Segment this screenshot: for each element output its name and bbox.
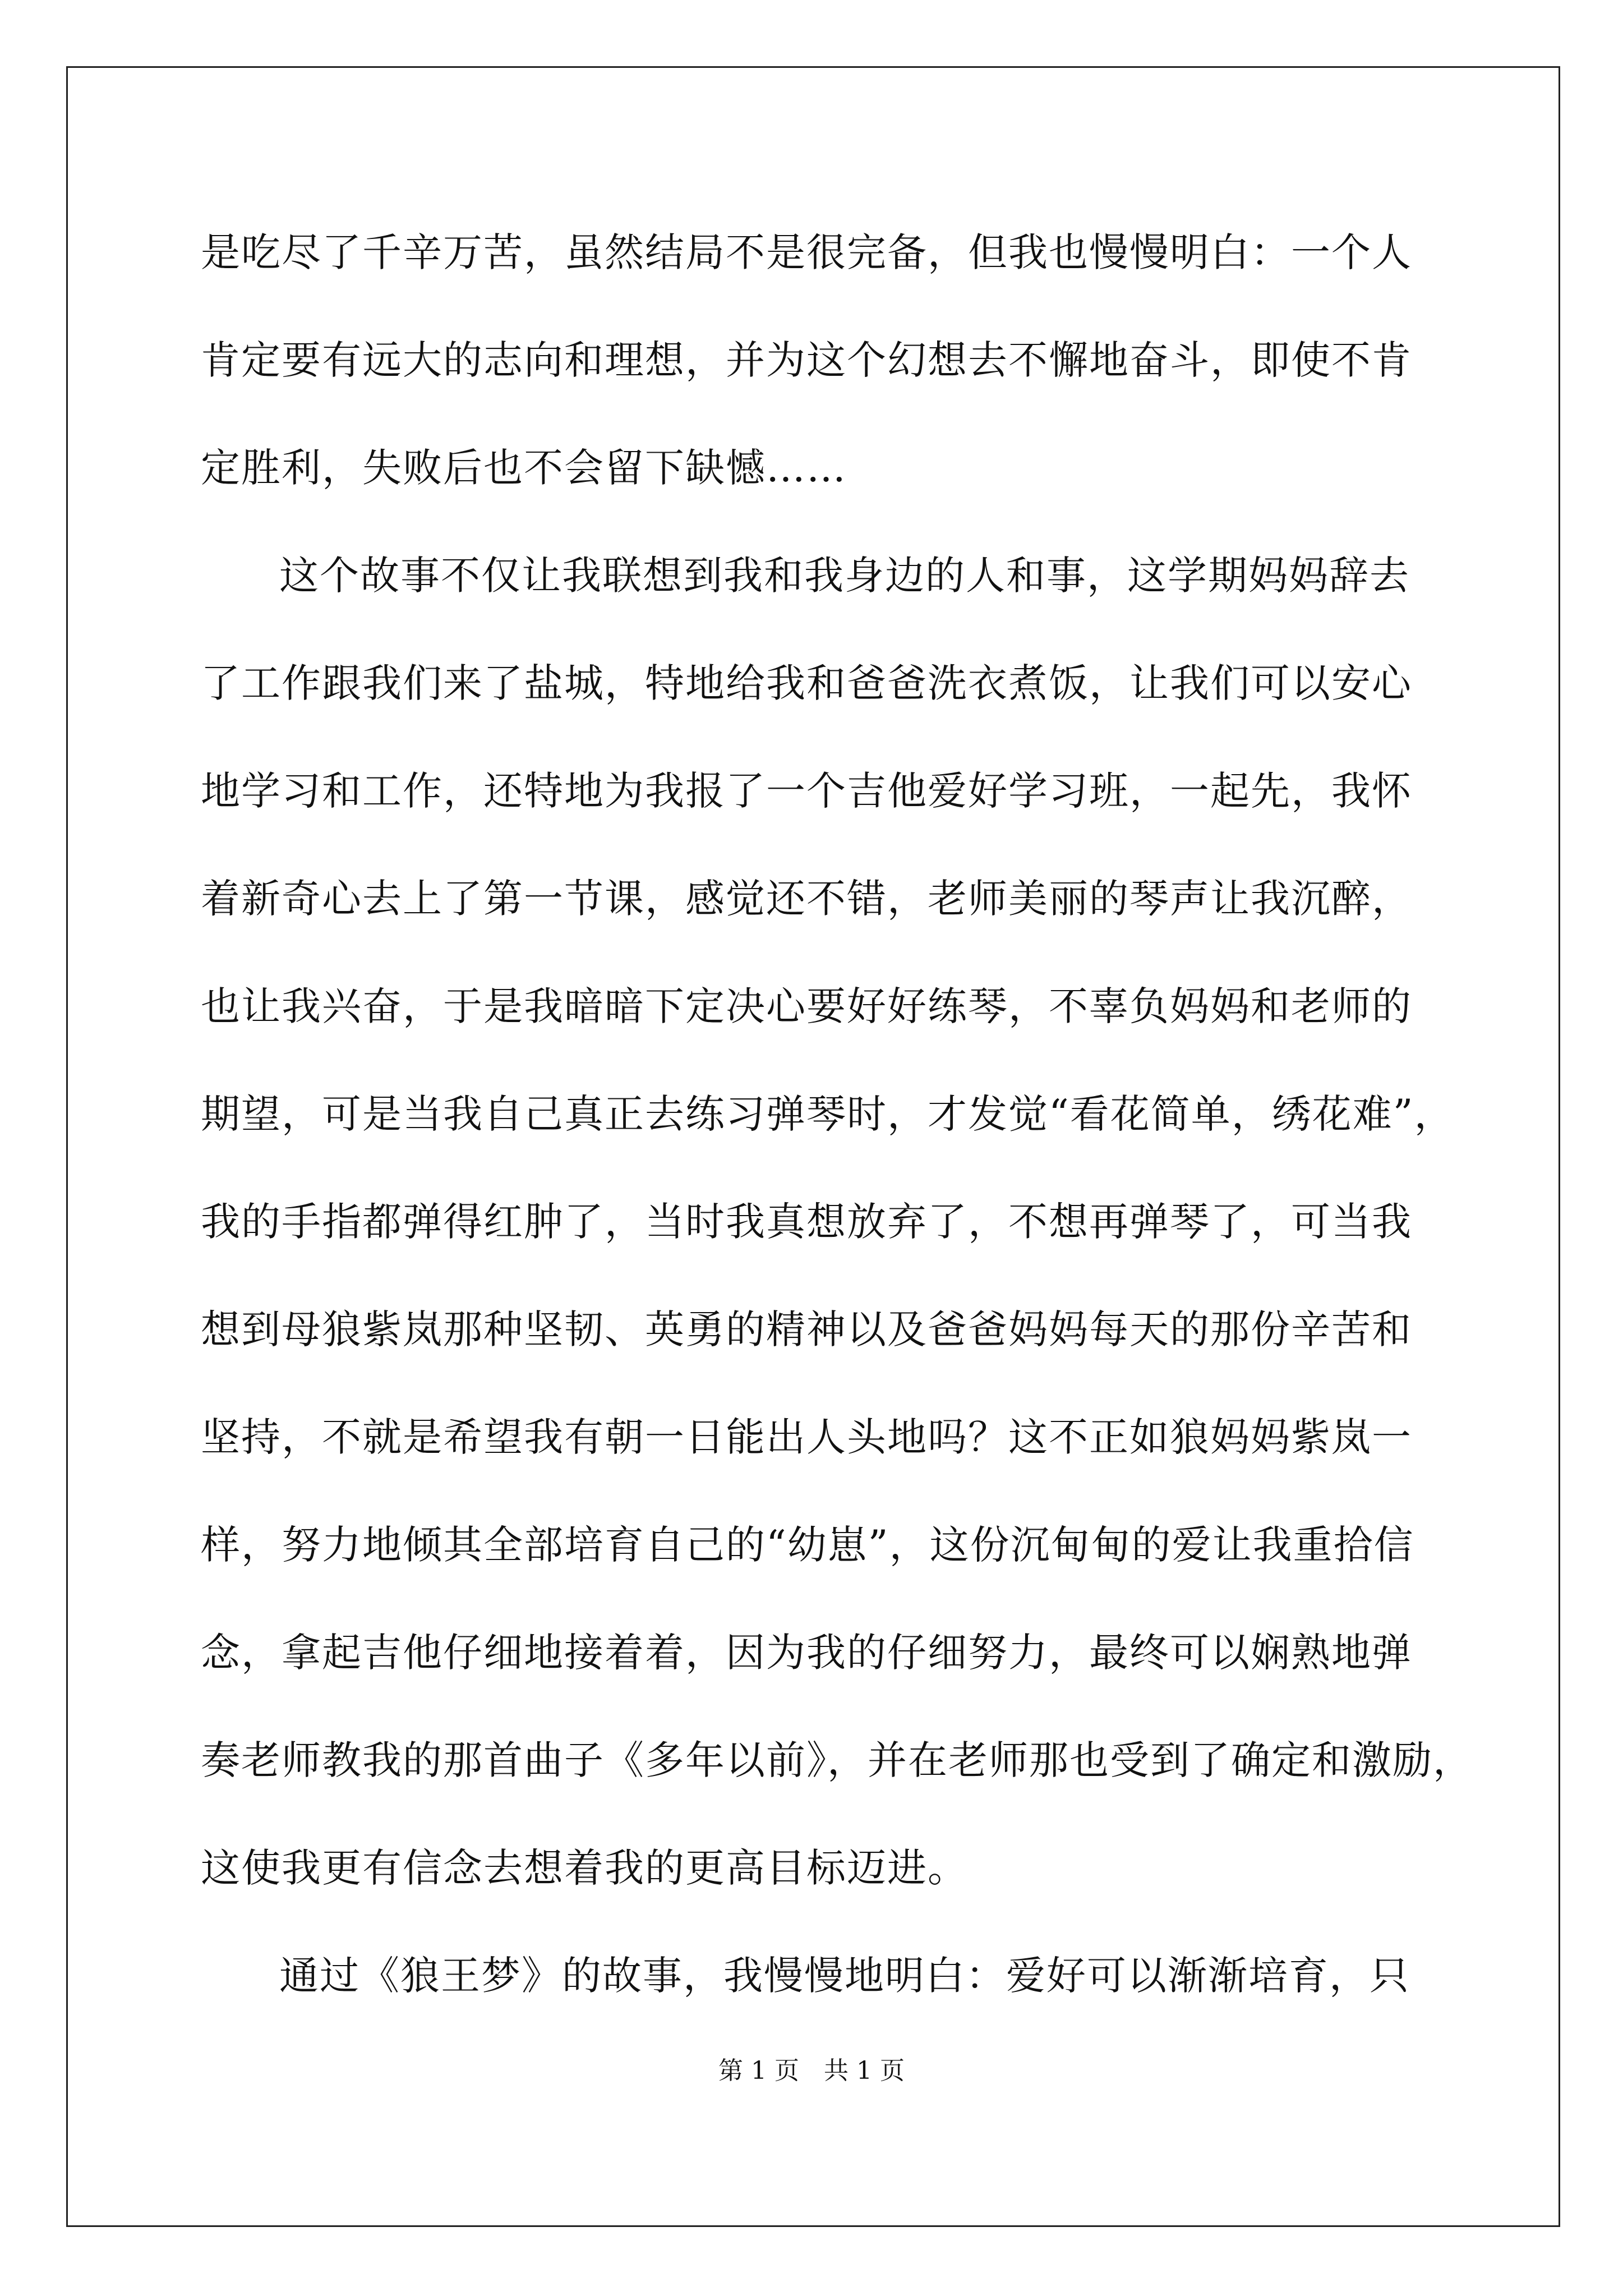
text-line: 想到母狼紫岚那种坚韧、英勇的精神以及爸爸妈妈每天的那份辛苦和 [201,1306,1412,1352]
text-line: 也让我兴奋，于是我暗暗下定决心要好好练琴，不辜负妈妈和老师的 [201,983,1412,1029]
paragraph-start-line: 这个故事不仅让我联想到我和我身边的人和事，这学期妈妈辞去 [279,553,1410,599]
text-line: 念，拿起吉他仔细地接着着，因为我的仔细努力，最终可以娴熟地弹 [201,1630,1412,1676]
document-body [201,219,1473,2050]
page-number-footer: 第 1 页 共 1 页 [718,2056,905,2085]
text-line: 定胜利，失败后也不会留下缺憾…… [201,445,847,491]
paragraph-start-line: 通过《狼王梦》的故事，我慢慢地明白：爱好可以渐渐培育，只 [279,1953,1410,1999]
text-line: 奏老师教我的那首曲子《多年以前》，并在老师那也受到了确定和激励， [201,1737,1473,1783]
text-line: 期望，可是当我自己真正去练习弹琴时，才发觉“看花简单，绣花难”， [201,1091,1455,1137]
text-line: 我的手指都弹得红肿了，当时我真想放弃了，不想再弹琴了，可当我 [201,1199,1412,1245]
text-line: 这使我更有信念去想着我的更高目标迈进。 [201,1845,968,1891]
text-line: 着新奇心去上了第一节课，感觉还不错，老师美丽的琴声让我沉醉， [201,876,1412,922]
text-line: 肯定要有远大的志向和理想，并为这个幻想去不懈地奋斗，即使不肯 [201,337,1412,383]
text-line: 坚持，不就是希望我有朝一日能出人头地吗？这不正如狼妈妈紫岚一 [201,1414,1412,1460]
text-line: 样，努力地倾其全部培育自己的“幼崽”，这份沉甸甸的爱让我重拾信 [201,1522,1414,1568]
text-line: 是吃尽了千辛万苦，虽然结局不是很完备，但我也慢慢明白：一个人 [201,229,1412,275]
text-line: 了工作跟我们来了盐城，特地给我和爸爸洗衣煮饭，让我们可以安心 [201,660,1412,706]
text-line: 地学习和工作，还特地为我报了一个吉他爱好学习班，一起先，我怀 [201,768,1412,814]
